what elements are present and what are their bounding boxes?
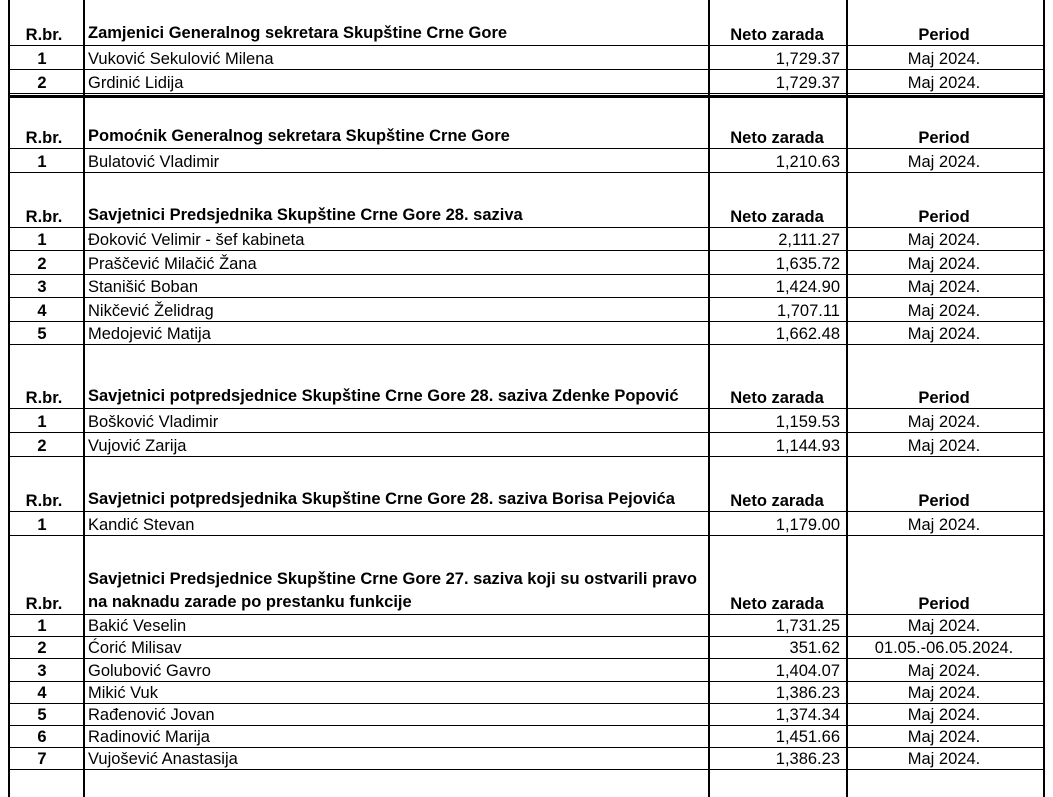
table-row: [0, 432, 1053, 456]
employee-name: Mikić Vuk: [88, 683, 158, 702]
period: Maj 2024.: [907, 683, 981, 702]
period: Maj 2024.: [907, 661, 981, 680]
row-number: 2: [37, 639, 47, 658]
period: Maj 2024.: [907, 324, 981, 343]
employee-name: Ćorić Milisav: [88, 639, 182, 658]
row-number: 1: [37, 413, 47, 431]
column-header-period: Period: [918, 595, 970, 613]
period: Maj 2024.: [907, 301, 981, 320]
column-header-rbr: R.br.: [25, 492, 63, 510]
table-row: [0, 703, 1053, 725]
column-header-net-salary: Neto zarada: [730, 595, 824, 613]
row-number: 3: [37, 278, 47, 297]
row-divider: [8, 95, 1045, 98]
employee-name: Vujošević Anastasija: [88, 750, 238, 769]
section-title: Savjetnici potpredsjednika Skupštine Crne Gore 28. saziva Borisa Pejovića: [88, 490, 675, 508]
net-salary: 1,635.72: [775, 254, 840, 273]
period: Maj 2024.: [907, 153, 981, 171]
net-salary: 2,111.27: [778, 231, 840, 250]
net-salary: 1,662.48: [775, 324, 840, 343]
net-salary: 1,179.00: [775, 516, 840, 534]
column-header-period: Period: [918, 389, 970, 407]
table-row: [0, 681, 1053, 703]
net-salary: 1,731.25: [775, 617, 840, 636]
period: Maj 2024.: [907, 750, 981, 769]
employee-name: Vujović Zarija: [88, 437, 187, 455]
row-number: 5: [37, 705, 47, 724]
row-number: 4: [37, 301, 47, 320]
section-title: Savjetnici Predsjednice Skupštine Crne Gore 27. saziva koji su ostvarili pravo na naknadu zarade po prestanku funkcije: [88, 570, 697, 611]
period: Maj 2024.: [907, 617, 981, 636]
net-salary: 1,404.07: [775, 661, 840, 680]
section-header: [0, 98, 1053, 148]
table-row: [0, 408, 1053, 432]
row-number: 6: [37, 728, 47, 747]
row-number: 2: [37, 254, 47, 273]
net-salary: 1,159.53: [775, 413, 840, 431]
net-salary: 1,729.37: [775, 74, 840, 92]
employee-name: Grdinić Lidija: [88, 74, 184, 92]
net-salary: 1,424.90: [775, 278, 840, 297]
employee-name: Bošković Vladimir: [88, 413, 219, 431]
table-row: [0, 227, 1053, 250]
net-salary: 1,707.11: [776, 301, 840, 320]
section-header: [0, 0, 1053, 45]
row-number: 2: [37, 437, 47, 455]
employee-name: Rađenović Jovan: [88, 705, 215, 724]
row-divider: [8, 344, 1045, 345]
employee-name: Praščević Milačić Žana: [88, 254, 257, 273]
section-header: [0, 538, 1053, 614]
column-header-net-salary: Neto zarada: [730, 492, 824, 510]
section-title: Zamjenici Generalnog sekretara Skupštine Crne Gore: [88, 24, 508, 42]
column-header-period: Period: [918, 129, 970, 147]
net-salary: 1,210.63: [775, 153, 840, 171]
row-number: 1: [37, 231, 47, 250]
net-salary: 1,386.23: [775, 683, 840, 702]
table-row: [0, 69, 1053, 93]
section-header: [0, 348, 1053, 408]
net-salary: 1,374.34: [775, 705, 840, 724]
period: Maj 2024.: [907, 50, 981, 68]
net-salary: 1,451.66: [775, 728, 840, 747]
column-header-rbr: R.br.: [25, 389, 63, 407]
employee-name: Vuković Sekulović Milena: [88, 50, 274, 68]
period: Maj 2024.: [907, 278, 981, 297]
employee-name: Đoković Velimir - šef kabineta: [88, 231, 305, 250]
table-row: [0, 297, 1053, 320]
period: Maj 2024.: [907, 74, 981, 92]
period: Maj 2024.: [907, 413, 981, 431]
column-header-rbr: R.br.: [25, 595, 63, 613]
net-salary: 1,729.37: [775, 50, 840, 68]
table-row: [0, 148, 1053, 172]
net-salary: 1,144.93: [775, 437, 840, 455]
table-row: [0, 511, 1053, 535]
row-number: 7: [37, 750, 47, 769]
net-salary: 351.62: [789, 639, 840, 658]
table-row: [0, 747, 1053, 769]
period: 01.05.-06.05.2024.: [874, 639, 1014, 658]
table-row: [0, 658, 1053, 680]
net-salary: 1,386.23: [775, 750, 840, 769]
employee-name: Bulatović Vladimir: [88, 153, 220, 171]
row-number: 3: [37, 661, 47, 680]
row-number: 5: [37, 324, 47, 343]
column-header-net-salary: Neto zarada: [730, 208, 824, 226]
column-header-rbr: R.br.: [25, 26, 63, 44]
row-number: 4: [37, 683, 47, 702]
period: Maj 2024.: [907, 728, 981, 747]
row-number: 1: [37, 153, 47, 171]
section-title: Savjetnici potpredsjednice Skupštine Crne Gore 28. saziva Zdenke Popović: [88, 387, 679, 405]
column-header-period: Period: [918, 26, 970, 44]
table-row: [0, 725, 1053, 747]
period: Maj 2024.: [907, 231, 981, 250]
section-header: [0, 456, 1053, 511]
period: Maj 2024.: [907, 254, 981, 273]
employee-name: Golubović Gavro: [88, 661, 211, 680]
row-number: 1: [37, 617, 47, 636]
column-header-rbr: R.br.: [25, 208, 63, 226]
column-header-period: Period: [918, 492, 970, 510]
section-title: Pomoćnik Generalnog sekretara Skupštine Crne Gore: [88, 127, 510, 145]
employee-name: Radinović Marija: [88, 728, 210, 747]
row-divider: [8, 93, 1045, 94]
column-header-net-salary: Neto zarada: [730, 129, 824, 147]
column-header-period: Period: [918, 208, 970, 226]
employee-name: Medojević Matija: [88, 324, 211, 343]
column-header-net-salary: Neto zarada: [730, 26, 824, 44]
table-row: [0, 45, 1053, 69]
table-row: [0, 636, 1053, 658]
section-title: Savjetnici Predsjednika Skupštine Crne Gore 28. saziva: [88, 206, 523, 224]
period: Maj 2024.: [907, 516, 981, 534]
table-row: [0, 250, 1053, 273]
employee-name: Kandić Stevan: [88, 516, 195, 534]
column-header-net-salary: Neto zarada: [730, 389, 824, 407]
table-row: [0, 321, 1053, 344]
row-divider: [8, 769, 1045, 770]
employee-name: Bakić Veselin: [88, 617, 187, 636]
employee-name: Nikčević Želidrag: [88, 301, 214, 320]
column-header-rbr: R.br.: [25, 129, 63, 147]
row-number: 1: [37, 516, 47, 534]
row-divider: [8, 535, 1045, 536]
row-number: 2: [37, 74, 47, 92]
period: Maj 2024.: [907, 437, 981, 455]
row-number: 1: [37, 50, 47, 68]
period: Maj 2024.: [907, 705, 981, 724]
table-row: [0, 274, 1053, 297]
table-row: [0, 614, 1053, 636]
employee-name: Stanišić Boban: [88, 278, 199, 297]
section-header: [0, 172, 1053, 227]
